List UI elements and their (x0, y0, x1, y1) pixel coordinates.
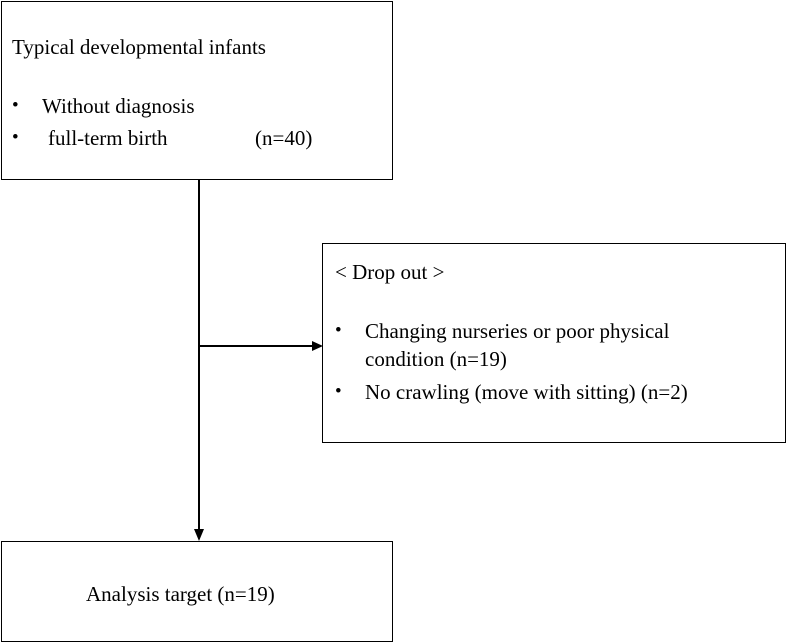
analysis-target-label: Analysis target (n=19) (86, 582, 275, 606)
dropout-heading: < Drop out > (335, 260, 445, 284)
bullet-icon: • (12, 95, 19, 116)
bullet-icon: • (12, 127, 19, 148)
infants-box (1, 1, 393, 180)
dropout-item-2: No crawling (move with sitting) (n=2) (365, 380, 688, 404)
infants-count: (n=40) (255, 126, 313, 150)
horizontal-connector (199, 345, 313, 347)
bullet-icon: • (335, 320, 342, 341)
dropout-box (322, 243, 786, 443)
without-diagnosis-text: Without diagnosis (42, 94, 195, 118)
full-term-birth-text: full-term birth (48, 126, 168, 150)
bullet-icon: • (335, 381, 342, 402)
vertical-connector (198, 180, 200, 530)
down-arrow-icon (194, 529, 204, 541)
analysis-target-box (1, 541, 393, 642)
dropout-item-1-line-2: condition (n=19) (365, 347, 507, 371)
infants-title: Typical developmental infants (12, 35, 266, 59)
dropout-item-1-line-1: Changing nurseries or poor physical (365, 319, 670, 343)
right-arrow-icon (312, 341, 323, 351)
